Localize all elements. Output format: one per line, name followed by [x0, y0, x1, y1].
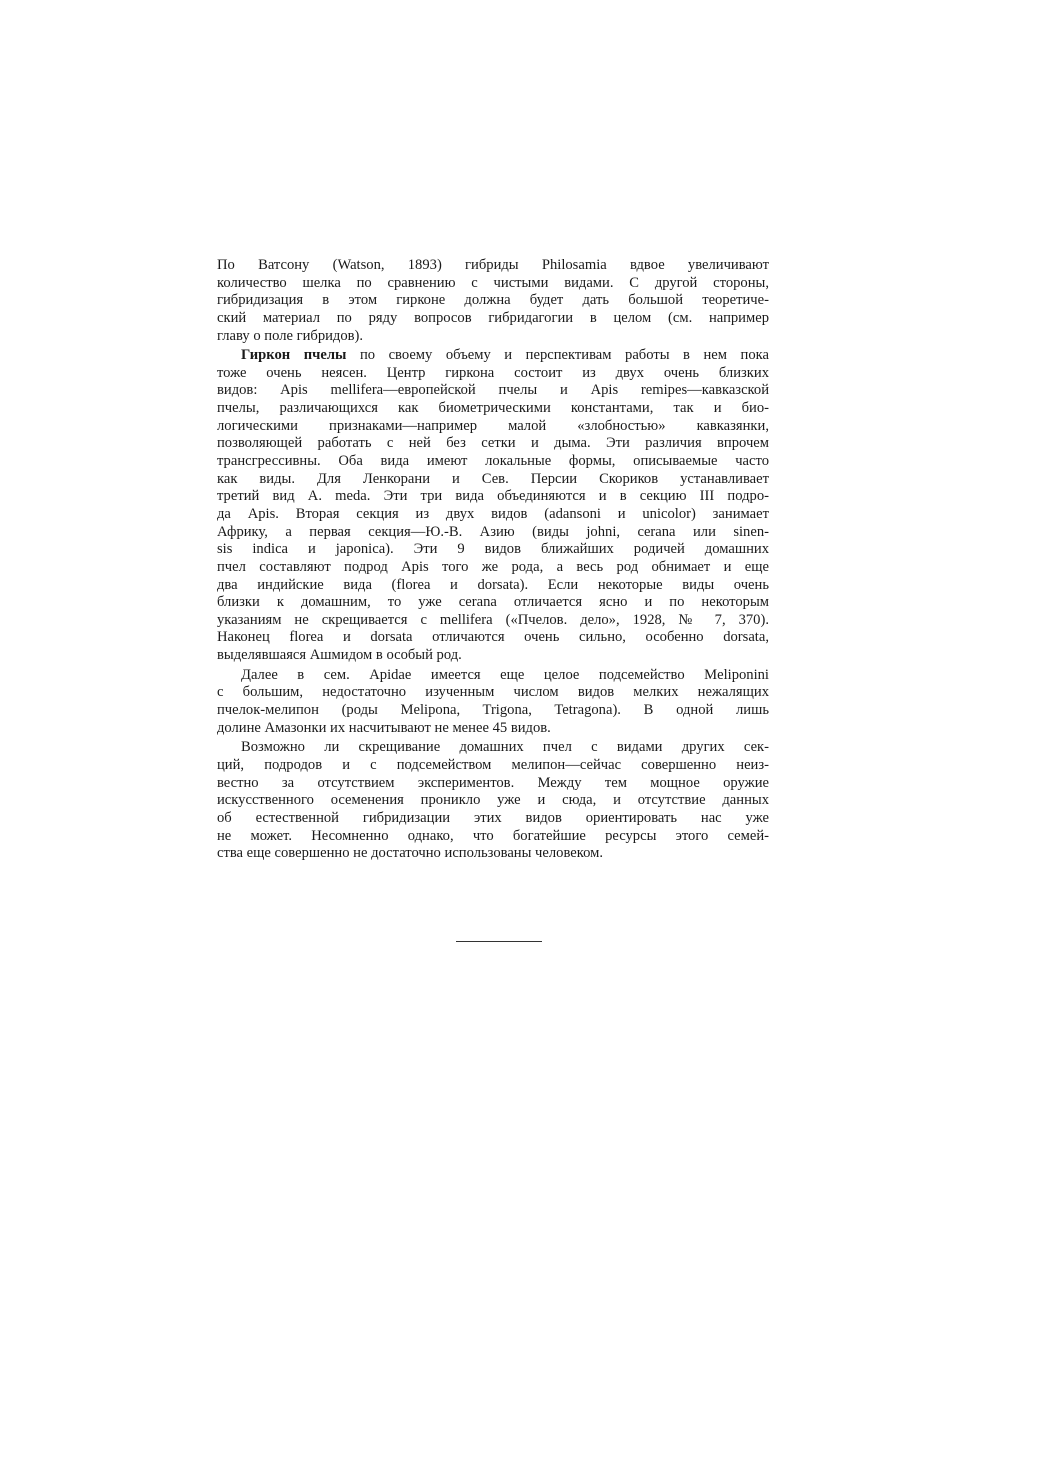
paragraph-3	[217, 667, 769, 738]
text-line: третий вид A. meda. Эти три вида объединяются и в секцию III подро-	[217, 488, 769, 505]
text-line: близки к домашним, то уже cerana отличается ясно и по некоторым	[217, 594, 769, 611]
text-line: ций, подродов и с подсемейством мелипон—сейчас совершенно неиз-	[217, 756, 769, 773]
paragraph-2	[217, 347, 769, 665]
text-line: тоже очень неясен. Центр гиркона состоит из двух очень близких	[217, 364, 769, 381]
text-line: как виды. Для Ленкорани и Сев. Персии Скориков устанавливает	[217, 470, 769, 487]
text-line: видов: Apis mellifera—европейской пчелы и Apis remipes—кавказской	[217, 382, 769, 399]
text-line: Возможно ли скрещивание домашних пчел с видами других сек-	[241, 739, 769, 756]
text-line: пчелок-мелипон (роды Melipona, Trigona, Tetragona). В одной лишь	[217, 702, 769, 719]
text-line: указаниям не скрещивается с mellifera («Пчелов. дело», 1928, № 7, 370).	[217, 611, 769, 628]
text-line: выделявшаяся Ашмидом в особый род.	[217, 647, 462, 664]
text-line: с большим, недостаточно изученным числом видов мелких нежалящих	[217, 684, 769, 701]
text-line: позволяющей работать с ней без сетки и дыма. Эти различия впрочем	[217, 435, 769, 452]
text-line: пчел составляют подрод Apis того же рода, а весь род обнимает и еще	[217, 558, 769, 575]
text-run: по своему объему и перспективам работы в нем пока	[346, 347, 769, 364]
text-line: вестно за отсутствием экспериментов. Между тем мощное оружие	[217, 774, 769, 791]
paragraph-4	[217, 739, 769, 862]
text-line: Далее в сем. Apidae имеется еще целое подсемейство Meliponini	[241, 666, 769, 683]
text-line: Африку, а первая секция—Ю.-В. Азию (виды johni, cerana или sinen-	[217, 523, 769, 540]
section-end-rule	[456, 941, 542, 942]
text-line: Наконец florea и dorsata отличаются очень сильно, особенно dorsata,	[217, 629, 769, 646]
body-text	[217, 257, 769, 863]
text-line: количество шелка по сравнению с чистыми видами. С другой стороны,	[217, 274, 769, 291]
text-line: искусственного осеменения проникло уже и сюда, и отсутствие данных	[217, 792, 769, 809]
text-line: об естественной гибридизации этих видов ориентировать нас уже	[217, 809, 769, 826]
text-line: логическими признаками—например малой «злобностью» кавказянки,	[217, 417, 769, 434]
text-line: два индийские вида (florea и dorsata). Если некоторые виды очень	[217, 576, 769, 593]
paragraph-1	[217, 257, 769, 345]
text-line: долине Амазонки их насчитывают не менее 45 видов.	[217, 719, 551, 736]
text-line: не может. Несомненно однако, что богатейшие ресурсы этого семей-	[217, 827, 769, 844]
text-line: главу о поле гибридов).	[217, 327, 364, 344]
section-heading: Гиркон пчелы	[241, 347, 347, 364]
text-line: да Apis. Вторая секция из двух видов (adansoni и unicolor) занимает	[217, 505, 769, 522]
text-line: ства еще совершенно не достаточно использованы человеком.	[217, 845, 603, 862]
text-line: ский материал по ряду вопросов гибридагогии в целом (см. например	[217, 309, 769, 326]
text-line: sis indica и japonica). Эти 9 видов ближайших родичей домашних	[217, 541, 769, 558]
text-line: гибридизация в этом гирконе должна будет дать большой теоретиче-	[217, 292, 769, 309]
text-line: трансгрессивны. Оба вида имеют локальные формы, описываемые часто	[217, 453, 769, 470]
text-line: По Ватсону (Watson, 1893) гибриды Philosamia вдвое увеличивают	[217, 257, 769, 273]
text-line	[217, 347, 769, 365]
text-line: пчелы, различающихся как биометрическими константами, так и био-	[217, 400, 769, 417]
